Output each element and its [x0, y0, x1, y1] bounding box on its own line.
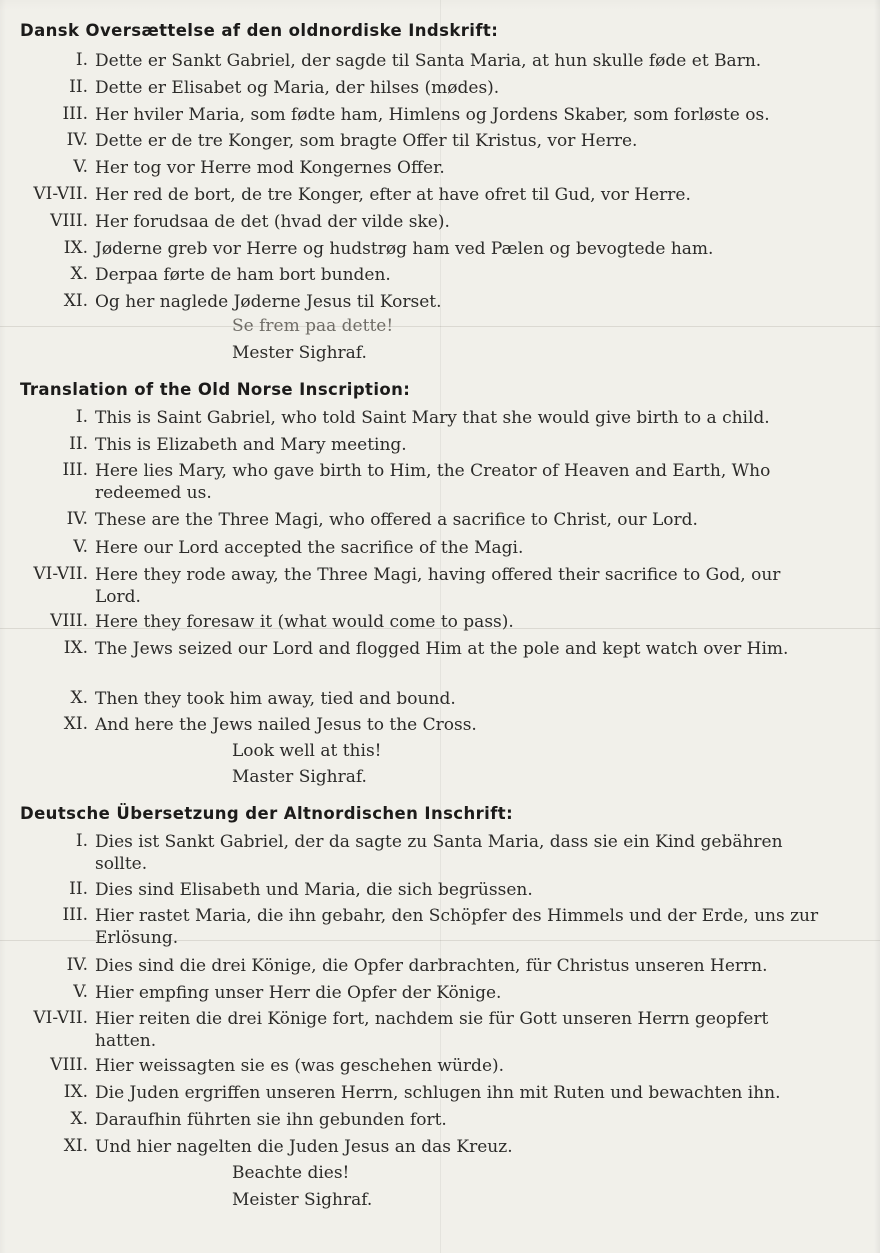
- item-text: Dies sind die drei Könige, die Opfer darbrachten, für Christus unseren Herrn.: [95, 956, 768, 976]
- closing-line: Se frem paa dette!: [232, 316, 394, 336]
- item-number: IX.: [63, 238, 88, 258]
- item-text: Here our Lord accepted the sacrifice of the Magi.: [95, 538, 524, 558]
- item-number: II.: [69, 77, 88, 97]
- item-text: This is Elizabeth and Mary meeting.: [95, 435, 407, 455]
- item-text: Hier rastet Maria, die ihn gebahr, den Schöpfer des Himmels und der Erde, uns zur Erlösung.: [95, 906, 819, 948]
- item-number: VIII.: [50, 211, 88, 231]
- item-number: V.: [73, 982, 88, 1002]
- item-number: IV.: [66, 509, 88, 529]
- item-number: X.: [70, 688, 88, 708]
- item-text: Her forudsaa de det (hvad der vilde ske).: [95, 212, 450, 232]
- closing-line: Look well at this!: [232, 741, 382, 761]
- item-text: Her red de bort, de tre Konger, efter at have ofret til Gud, vor Herre.: [95, 185, 691, 205]
- item-text: These are the Three Magi, who offered a sacrifice to Christ, our Lord.: [95, 510, 698, 530]
- item-text: This is Saint Gabriel, who told Saint Mary that she would give birth to a child.: [95, 408, 770, 428]
- item-text: Daraufhin führten sie ihn gebunden fort.: [95, 1110, 447, 1130]
- item-text: Then they took him away, tied and bound.: [95, 689, 456, 709]
- item-number: X.: [70, 264, 88, 284]
- item-number: VI-VII.: [33, 184, 88, 204]
- item-text: Jøderne greb vor Herre og hudstrøg ham ved Pælen og bevogtede ham.: [95, 239, 714, 259]
- item-number: III.: [62, 460, 88, 480]
- item-text: Here they foresaw it (what would come to pass).: [95, 612, 514, 632]
- german-heading: Deutsche Übersetzung der Altnordischen Inschrift:: [20, 804, 514, 823]
- item-number: VI-VII.: [33, 564, 88, 584]
- item-number: VI-VII.: [33, 1008, 88, 1028]
- item-number: VIII.: [50, 611, 88, 631]
- item-number: III.: [62, 104, 88, 124]
- item-number: IX.: [63, 638, 88, 658]
- item-number: IX.: [63, 1082, 88, 1102]
- item-number: XI.: [63, 291, 88, 311]
- item-text: Dette er Elisabet og Maria, der hilses (mødes).: [95, 78, 500, 98]
- item-text: Og her naglede Jøderne Jesus til Korset.: [95, 292, 442, 312]
- item-text: The Jews seized our Lord and flogged Him at the pole and kept watch over Him.: [95, 639, 789, 659]
- item-number: XI.: [63, 1136, 88, 1156]
- item-number: I.: [75, 831, 88, 851]
- signature-line: Mester Sighraf.: [232, 343, 367, 363]
- item-number: II.: [69, 879, 88, 899]
- english-heading: Translation of the Old Norse Inscription:: [20, 380, 411, 399]
- item-text: Derpaa førte de ham bort bunden.: [95, 265, 391, 285]
- item-text: Die Juden ergriffen unseren Herrn, schlugen ihn mit Ruten und bewachten ihn.: [95, 1083, 781, 1103]
- item-text: Her tog vor Herre mod Kongernes Offer.: [95, 158, 445, 178]
- item-text: Dette er Sankt Gabriel, der sagde til Santa Maria, at hun skulle føde et Barn.: [95, 51, 762, 71]
- item-text: And here the Jews nailed Jesus to the Cross.: [95, 715, 477, 735]
- item-text: Und hier nagelten die Juden Jesus an das Kreuz.: [95, 1137, 513, 1157]
- item-text: Here lies Mary, who gave birth to Him, the Creator of Heaven and Earth, Who redeemed us.: [95, 461, 771, 503]
- item-text: Hier reiten die drei Könige fort, nachdem sie für Gott unseren Herrn geopfert hatten.: [95, 1009, 769, 1051]
- item-text: Dette er de tre Konger, som bragte Offer til Kristus, vor Herre.: [95, 131, 638, 151]
- item-number: V.: [73, 157, 88, 177]
- item-number: I.: [75, 407, 88, 427]
- item-text: Hier weissagten sie es (was geschehen würde).: [95, 1056, 505, 1076]
- item-number: II.: [69, 434, 88, 454]
- item-text: Her hviler Maria, som fødte ham, Himlens og Jordens Skaber, som forløste os.: [95, 105, 770, 125]
- item-number: VIII.: [50, 1055, 88, 1075]
- item-number: III.: [62, 905, 88, 925]
- item-number: IV.: [66, 955, 88, 975]
- item-number: I.: [75, 50, 88, 70]
- item-text: Here they rode away, the Three Magi, having offered their sacrifice to God, our Lord.: [95, 565, 781, 607]
- item-number: X.: [70, 1109, 88, 1129]
- signature-line: Master Sighraf.: [232, 767, 367, 787]
- closing-line: Beachte dies!: [232, 1163, 350, 1183]
- signature-line: Meister Sighraf.: [232, 1190, 373, 1210]
- item-number: V.: [73, 537, 88, 557]
- item-text: Dies ist Sankt Gabriel, der da sagte zu Santa Maria, dass sie ein Kind gebähren sollte.: [95, 832, 783, 874]
- item-number: XI.: [63, 714, 88, 734]
- danish-heading: Dansk Oversættelse af den oldnordiske Indskrift:: [20, 21, 499, 40]
- item-text: Dies sind Elisabeth und Maria, die sich begrüssen.: [95, 880, 533, 900]
- item-number: IV.: [66, 130, 88, 150]
- item-text: Hier empfing unser Herr die Opfer der Könige.: [95, 983, 502, 1003]
